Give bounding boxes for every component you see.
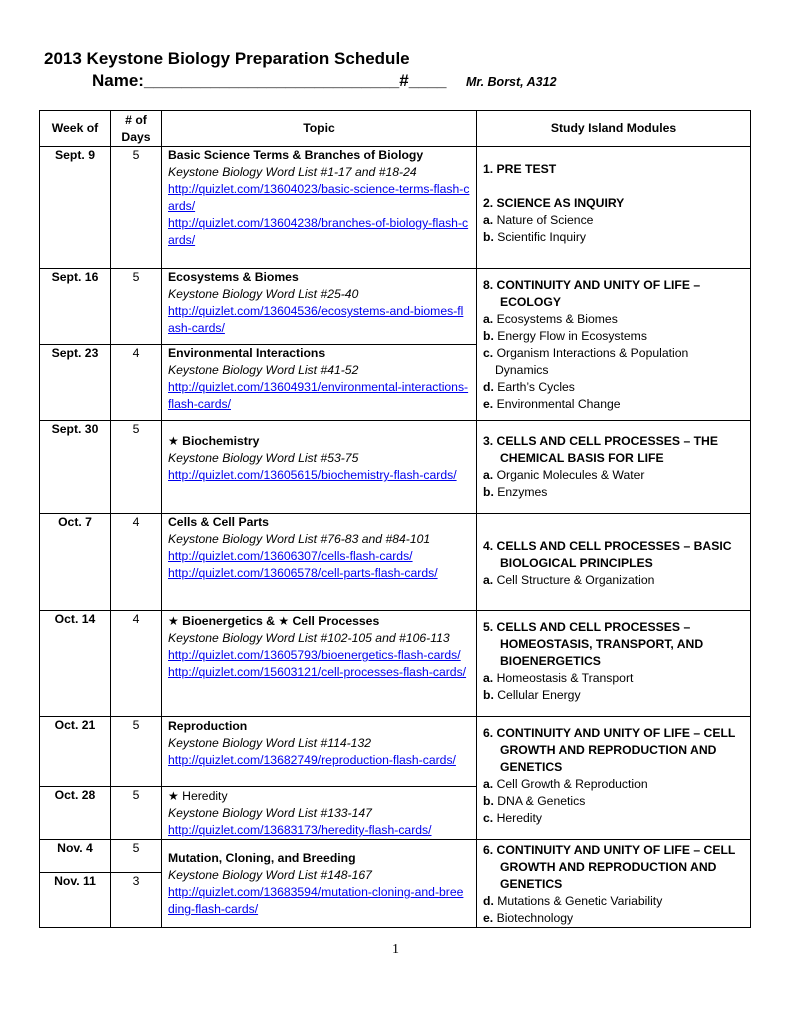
word-list: Keystone Biology Word List #133-147 <box>168 806 372 820</box>
modules-cell <box>477 514 751 611</box>
flashcard-link[interactable]: http://quizlet.com/13605793/bioenergetics-flash-cards/ <box>168 648 461 662</box>
topic-name: Cells & Cell Parts <box>168 515 269 529</box>
week-cell: Oct. 14 <box>40 611 111 717</box>
modules-cell <box>477 840 751 928</box>
module-subitem: c. Heredity <box>483 811 542 825</box>
table-row <box>40 611 751 717</box>
topic-name: Basic Science Terms & Branches of Biology <box>168 148 424 162</box>
header-week: Week of <box>40 111 111 147</box>
topic-cell <box>162 514 477 611</box>
page-number: 1 <box>392 942 399 957</box>
flashcard-link[interactable]: http://quizlet.com/13604536/ecosystems-and-biomes-flash-cards/ <box>168 304 464 335</box>
word-list: Keystone Biology Word List #41-52 <box>168 363 359 377</box>
module-subitem: a. Cell Structure & Organization <box>483 573 655 587</box>
flashcard-link[interactable]: http://quizlet.com/13604238/branches-of-biology-flash-cards/ <box>168 216 469 247</box>
module-subitem: a. Cell Growth & Reproduction <box>483 777 648 791</box>
module-subitem: b. Cellular Energy <box>483 688 581 702</box>
flashcard-link[interactable]: http://quizlet.com/13604931/environmental-interactions-flash-cards/ <box>168 380 469 411</box>
week-cell: Sept. 30 <box>40 421 111 514</box>
topic-cell <box>162 840 477 928</box>
topic-cell <box>162 787 477 840</box>
module-subitem: a. Organic Molecules & Water <box>483 468 645 482</box>
topic-cell <box>162 345 477 421</box>
days-cell: 3 <box>111 872 162 927</box>
header-modules: Study Island Modules <box>477 111 751 147</box>
star-icon: ★ <box>278 614 290 628</box>
modules-cell <box>477 147 751 269</box>
word-list: Keystone Biology Word List #1-17 and #18-24 <box>168 165 417 179</box>
teacher-label: Mr. Borst, A312 <box>466 75 557 89</box>
days-cell: 5 <box>111 840 162 873</box>
word-list: Keystone Biology Word List #148-167 <box>168 868 372 882</box>
week-cell: Sept. 23 <box>40 345 111 421</box>
module-heading: 1. PRE TEST <box>483 162 557 176</box>
module-subitem: d. Earth’s Cycles <box>483 380 575 394</box>
days-cell: 5 <box>111 787 162 840</box>
week-cell: Nov. 11 <box>40 872 111 927</box>
days-cell: 5 <box>111 269 162 345</box>
word-list: Keystone Biology Word List #114-132 <box>168 736 372 750</box>
topic-name: Environmental Interactions <box>168 346 326 360</box>
modules-cell <box>477 717 751 840</box>
table-row <box>40 421 751 514</box>
module-subitem: e. Environmental Change <box>483 397 621 411</box>
topic-name: ★ Biochemistry <box>168 434 260 448</box>
header-topic: Topic <box>162 111 477 147</box>
week-cell: Sept. 16 <box>40 269 111 345</box>
module-subitem: b. Scientific Inquiry <box>483 230 586 244</box>
topic-cell <box>162 421 477 514</box>
word-list: Keystone Biology Word List #53-75 <box>168 451 359 465</box>
module-heading: 8. CONTINUITY AND UNITY OF LIFE – ECOLOGY <box>483 278 701 309</box>
modules-cell <box>477 611 751 717</box>
header-days: # of Days <box>111 111 162 147</box>
document-title: 2013 Keystone Biology Preparation Schedule <box>44 49 410 68</box>
star-icon: ★ <box>168 789 179 803</box>
module-heading: 3. CELLS AND CELL PROCESSES – THE CHEMICAL BASIS FOR LIFE <box>483 434 718 465</box>
days-cell: 4 <box>111 345 162 421</box>
module-heading: 2. SCIENCE AS INQUIRY <box>483 196 625 210</box>
module-heading: 6. CONTINUITY AND UNITY OF LIFE – CELL GROWTH AND REPRODUCTION AND GENETICS <box>483 726 736 774</box>
week-cell: Nov. 4 <box>40 840 111 873</box>
flashcard-link[interactable]: http://quizlet.com/13604023/basic-science-terms-flash-cards/ <box>168 182 470 213</box>
modules-cell <box>477 421 751 514</box>
name-line: Name:___________________________#____ <box>92 71 447 90</box>
word-list: Keystone Biology Word List #76-83 and #84-101 <box>168 532 431 546</box>
module-subitem: e. Biotechnology <box>483 911 574 925</box>
flashcard-link[interactable]: http://quizlet.com/13682749/reproduction-flash-cards/ <box>168 753 456 767</box>
module-subitem: b. Enzymes <box>483 485 548 499</box>
days-cell: 5 <box>111 147 162 269</box>
module-subitem: d. Mutations & Genetic Variability <box>483 894 663 908</box>
week-cell: Oct. 7 <box>40 514 111 611</box>
modules-cell <box>477 269 751 421</box>
days-cell: 5 <box>111 717 162 787</box>
topic-name: ★ Heredity <box>168 789 228 803</box>
topic-cell <box>162 611 477 717</box>
table-row <box>40 514 751 611</box>
module-subitem: b. Energy Flow in Ecosystems <box>483 329 647 343</box>
topic-name: Reproduction <box>168 719 248 733</box>
table-header-row <box>40 111 751 147</box>
topic-cell <box>162 147 477 269</box>
table-row <box>40 147 751 269</box>
module-heading: 5. CELLS AND CELL PROCESSES – HOMEOSTASIS, TRANSPORT, AND BIOENERGETICS <box>483 620 704 668</box>
module-subitem: a. Nature of Science <box>483 213 594 227</box>
module-heading: 6. CONTINUITY AND UNITY OF LIFE – CELL GROWTH AND REPRODUCTION AND GENETICS <box>483 843 736 891</box>
module-subitem: a. Homeostasis & Transport <box>483 671 634 685</box>
flashcard-link[interactable]: http://quizlet.com/13683594/mutation-cloning-and-breeding-flash-cards/ <box>168 885 464 916</box>
days-cell: 4 <box>111 611 162 717</box>
topic-cell <box>162 269 477 345</box>
topic-name: Mutation, Cloning, and Breeding <box>168 851 356 865</box>
module-subitem: a. Ecosystems & Biomes <box>483 312 618 326</box>
week-cell: Oct. 28 <box>40 787 111 840</box>
module-heading: 4. CELLS AND CELL PROCESSES – BASIC BIOLOGICAL PRINCIPLES <box>483 539 732 570</box>
star-icon: ★ <box>168 614 179 628</box>
word-list: Keystone Biology Word List #25-40 <box>168 287 359 301</box>
table-row <box>40 269 751 345</box>
table-row <box>40 840 751 873</box>
word-list: Keystone Biology Word List #102-105 and #106-113 <box>168 631 450 645</box>
topic-name: Ecosystems & Biomes <box>168 270 299 284</box>
week-cell: Oct. 21 <box>40 717 111 787</box>
module-subitem: b. DNA & Genetics <box>483 794 586 808</box>
topic-cell <box>162 717 477 787</box>
flashcard-link[interactable]: http://quizlet.com/13606578/cell-parts-flash-cards/ <box>168 566 438 580</box>
days-cell: 5 <box>111 421 162 514</box>
week-cell: Sept. 9 <box>40 147 111 269</box>
flashcard-link[interactable]: http://quizlet.com/13605615/biochemistry-flash-cards/ <box>168 468 457 482</box>
topic-name: ★ Bioenergetics & ★ Cell Processes <box>168 614 380 628</box>
module-subitem: c. Organism Interactions & Population Dynamics <box>483 346 689 377</box>
flashcard-link[interactable]: http://quizlet.com/13606307/cells-flash-cards/ <box>168 549 413 563</box>
flashcard-link[interactable]: http://quizlet.com/13683173/heredity-flash-cards/ <box>168 823 432 837</box>
days-cell: 4 <box>111 514 162 611</box>
flashcard-link[interactable]: http://quizlet.com/15603121/cell-processes-flash-cards/ <box>168 665 467 679</box>
table-row <box>40 717 751 787</box>
star-icon: ★ <box>168 434 179 448</box>
schedule-table <box>39 110 751 928</box>
